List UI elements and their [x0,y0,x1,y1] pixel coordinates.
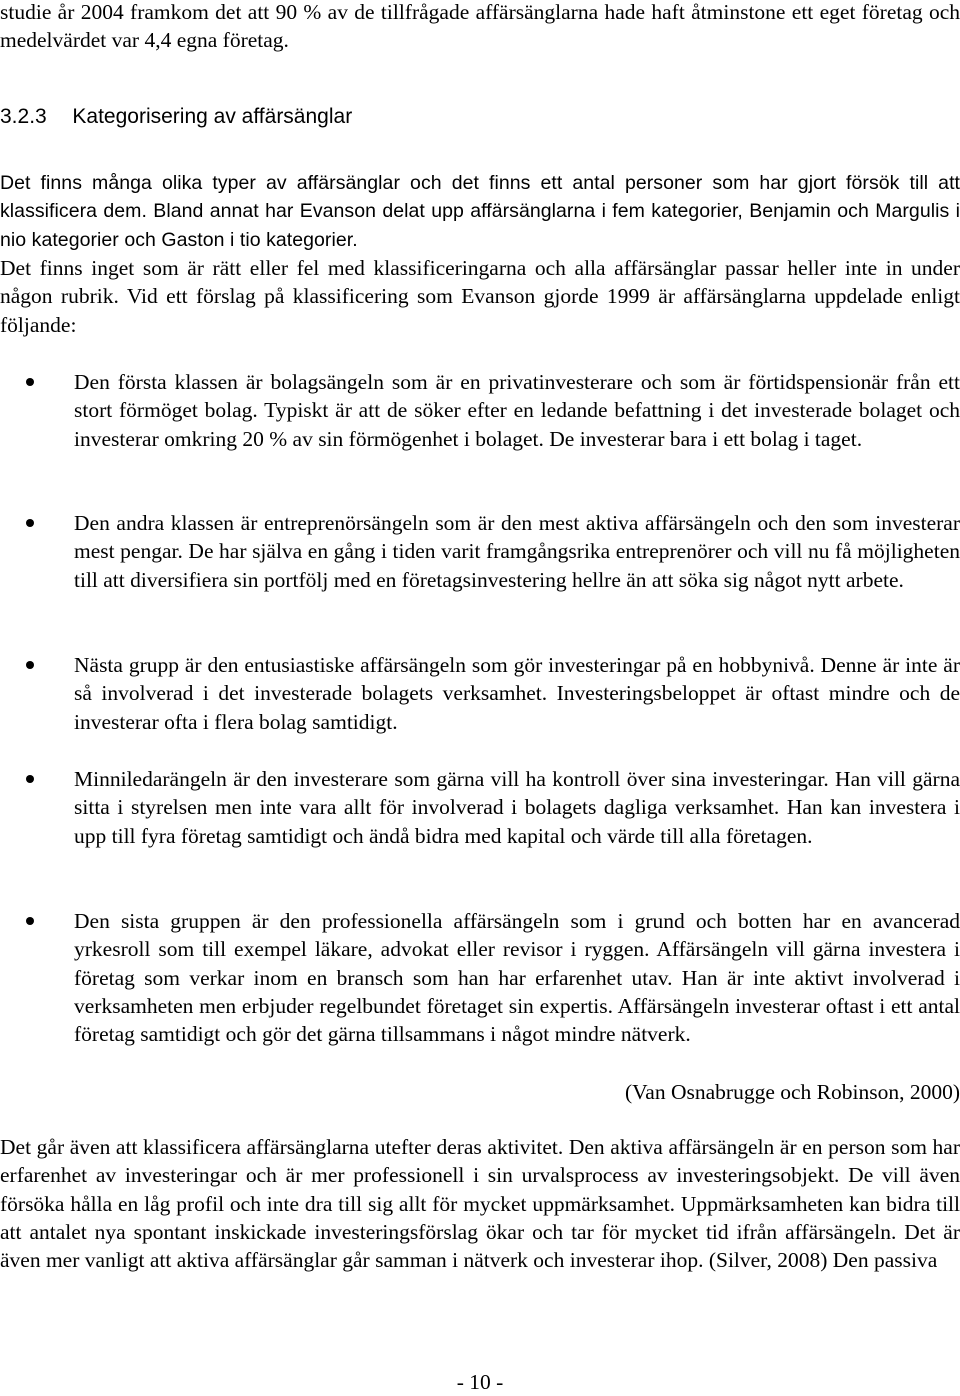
bullet-icon [26,775,34,783]
bullet-icon [26,661,34,669]
bullet-icon [26,519,34,527]
page-number: - 10 - [456,1370,504,1394]
bullet-icon [26,378,34,386]
list-item-text: Nästa grupp är den entusiastiske affärsängeln som gör investeringar på en hobbynivå. Denne är inte är så involverad i det investerade bolagets verksamhet. Investeringsbeloppet är oftast mindre och de investerar ofta i flera bolag samtidigt. [74,653,960,734]
closing-paragraph: Det går även att klassificera affärsänglarna utefter deras aktivitet. Den aktiva affärsängeln är en person som har erfarenhet av investeringar och är mer professionell i sin urvalsprocess av investeringsobjekt. De vill även försöka hålla en låg profil och inte dra till sig allt för mycket uppmärksamhet. Uppmärksamheten kan bidra till att antalet nya spontant inskickade investeringsförslag ökar och tar för mycket tid ifrån affärsängeln. Det är även mer vanligt att aktiva affärsänglar går samman i nätverk och investerar ihop. (Silver, 2008) Den passiva [0,1135,960,1273]
section-paragraph-serif: Det finns inget som är rätt eller fel med klassificeringarna och alla affärsänglar passar heller inte in under någon rubrik. Vid ett förslag på klassificering som Evanson gjorde 1999 är affärsänglarna uppdelade enligt följande: [0,256,960,337]
bullet-icon [26,917,34,925]
section-number: 3.2.3 [0,105,47,128]
section-heading [0,103,960,131]
section-paragraph-sans: Det finns många olika typer av affärsänglar och det finns ett antal personer som har gjort försök till att klassificera dem. Bland annat har Evanson delat upp affärsänglarna i fem kategorier, Benjamin och Margulis i nio kategorier och Gaston i tio kategorier. [0,172,960,251]
citation: (Van Osnabrugge och Robinson, 2000) [625,1080,960,1104]
section-title: Kategorisering av affärsänglar [72,105,353,128]
list-item-text: Den första klassen är bolagsängeln som är en privatinvesterare och som är förtidspensionär från ett stort förmöget bolag. Typiskt är att de söker efter en ledande befattning i det investerade bolaget och investerar omkring 20 % av sin förmögenhet i bolaget. De investerar bara i ett bolag i taget. [74,370,960,451]
list-item-text: Den sista gruppen är den professionella affärsängeln som i grund och botten har en avancerad yrkesroll som till exempel läkare, advokat eller revisor i ryggen. Affärsängeln vill gärna investera i företag som verkar inom en bransch som han har erfarenhet utav. Han är inte aktivt involverad i verksamheten men erbjuder regelbundet företaget sin expertis. Affärsängeln investerar oftast i ett antal företag samtidigt och gör det gärna tillsammans i något mindre nätverk. [74,909,960,1047]
list-item-text: Den andra klassen är entreprenörsängeln som är den mest aktiva affärsängeln och den som investerar mest pengar. De har själva en gång i tiden varit framgångsrika entreprenörer och vill nu få möjligheten till att diversifiera sin portfölj med en företagsinvestering hellre än att söka sig något nytt arbete. [74,511,960,592]
intro-paragraph: studie år 2004 framkom det att 90 % av de tillfrågade affärsänglarna hade haft åtminstone ett eget företag och medelvärdet var 4,4 egna företag. [0,0,960,53]
list-item-text: Minniledarängeln är den investerare som gärna vill ha kontroll över sina investeringar. Han vill gärna sitta i styrelsen men inte vara allt för involverad i bolagets dagliga verksamhet. Han kan investera i upp till fyra företag samtidigt och ändå bidra med kapital och värde till alla företagen. [74,767,960,848]
